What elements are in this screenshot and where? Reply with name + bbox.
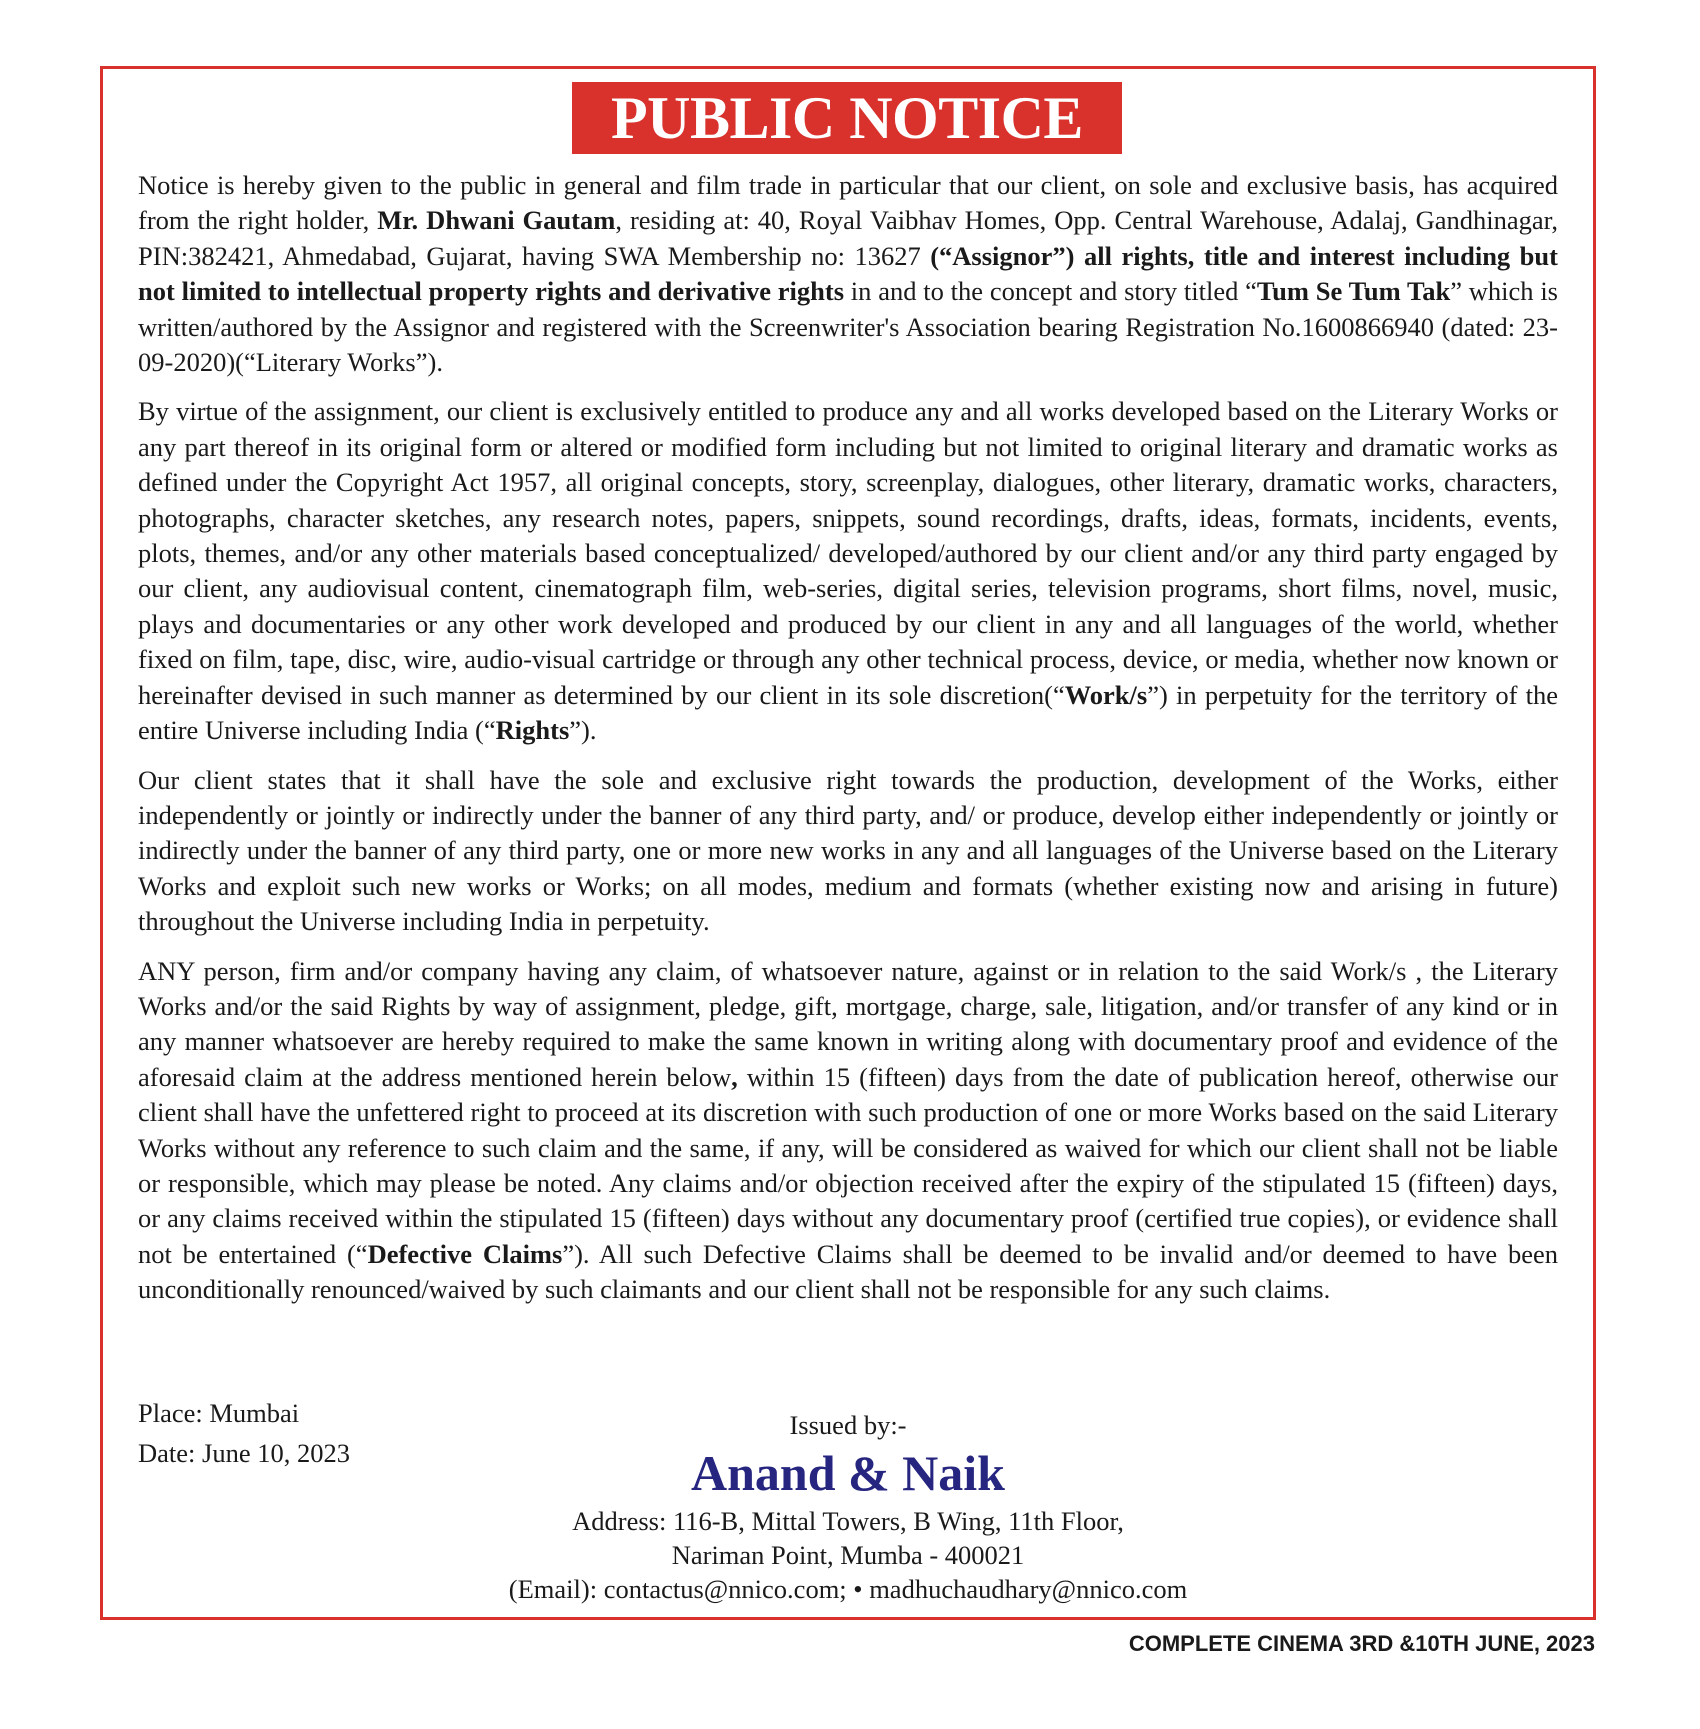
address-line-1: Address: 116-B, Mittal Towers, B Wing, 11th Floor, [572,1506,1124,1536]
firm-name: Anand & Naik [691,1445,1005,1501]
notice-title: PUBLIC NOTICE [572,82,1122,154]
text: ”). All such Defective Claims shall be deemed to be invalid and/or deemed to have been unconditionally renounced/waived by such claimants and our client shall not be responsible for any such claims. [138,1238,1559,1305]
email-line: (Email): contactus@nnico.com; • madhuchaudhary@nnico.com [508,1574,1188,1604]
notice-paragraph-3 [138,763,1558,940]
notice-body [138,168,1558,1322]
rights-term: Rights [495,715,570,746]
notice-paragraph-2 [138,394,1558,748]
place: Place: Mumbai [138,1398,300,1428]
text: , [731,1061,738,1092]
date: Date: June 10, 2023 [138,1438,350,1468]
issuer-block [348,1408,1348,1606]
text: ANY person, firm and/or company having any claim, of whatsoever nature, against or in relation to the said Work/s , the Literary Works and/or the said Rights by way of assignment, pledge, gift, mortgage, charge, sale, litigation, and/or transfer of any kind or in any manner whatsoever are hereby required to make the same known in writing along with documentary proof and evidence of the aforesaid claim at the address mentioned herein below [138,955,1558,1092]
address-line-2: Nariman Point, Mumba - 400021 [671,1540,1025,1570]
publication-footer: COMPLETE CINEMA 3RD &10TH JUNE, 2023 [1128,1631,1595,1656]
story-title: Tum Se Tum Tak [1256,276,1451,307]
notice-paragraph-4 [138,954,1558,1308]
text: ”). [569,715,597,746]
right-holder-name: Mr. Dhwani Gautam [377,205,616,236]
text: within 15 (fifteen) days from the date of publication hereof, otherwise our client shall have the unfettered right to proceed at its discretion with such production of one or more Works based on the said Literary Works without any reference to such claim and the same, if any, will be considered as waived for which our client shall not be liable or responsible, which may please be noted. Any claims and/or objection received after the expiry of the stipulated 15 (fifteen) days, or any claims received within the stipulated 15 (fifteen) days without any documentary proof (certified true copies), or evidence shall not be entertained (“ [138,1061,1558,1269]
notice-paragraph-1 [138,168,1558,380]
works-term: Work/s [1064,679,1148,710]
text: By virtue of the assignment, our client is exclusively entitled to produce any and all works developed based on the Literary Works or any part thereof in its original form or altered or modified form including but not limited to original literary and dramatic works as defined under the Copyright Act 1957, all original concepts, story, screenplay, dialogues, other literary, dramatic works, characters, photographs, character sketches, any research notes, papers, snippets, sound recordings, drafts, ideas, formats, incidents, events, plots, themes, and/or any other materials based conceptualized/ developed/authored by our client and/or any third party engaged by our client, any audiovisual content, cinematograph film, web-series, digital series, television programs, short films, novel, music, plays and documentaries or any other work developed and produced by our client in any and all languages of the world, whether fixed on film, tape, disc, wire, audio-visual cartridge or through any other technical process, device, or media, whether now known or hereinafter devised in such manner as determined by our client in its sole discretion(“ [138,396,1558,710]
text: , residing at: 40, Royal Vaibhav Homes, Opp. Central Warehouse, Adalaj, Gandhinagar, PIN:382421, Ahmedabad, Gujarat, having SWA Membership no: 13627 [138,205,1558,271]
text: Notice is hereby given to the public in general and film trade in particular that our client, on sole and exclusive basis, has acquired from the right holder, [138,170,1558,236]
text: ”) in perpetuity for the territory of the entire Universe including India (“ [138,679,1558,746]
text: in and to the concept and story titled “ [844,276,1257,307]
place-date-block [138,1393,350,1473]
issued-by-label: Issued by:- [789,1410,907,1440]
assignor-rights: (“Assignor”) all rights, title and interest including but not limited to intellectual property rights and derivative rights [138,240,1558,307]
defective-claims-term: Defective Claims [367,1238,563,1269]
text: ” which is written/authored by the Assignor and registered with the Screenwriter's Association bearing Registration No.1600866940 (dated: 23-09-2020)(“Literary Works”). [138,276,1558,378]
text: Our client states that it shall have the sole and exclusive right towards the production, development of the Works, either independently or jointly or indirectly under the banner of any third party, and/ or produce, develop either independently or jointly or indirectly under the banner of any third party, one or more new works in any and all languages of the Universe based on the Literary Works and exploit such new works or Works; on all modes, medium and formats (whether existing now and arising in future) throughout the Universe including India in perpetuity. [138,764,1558,937]
